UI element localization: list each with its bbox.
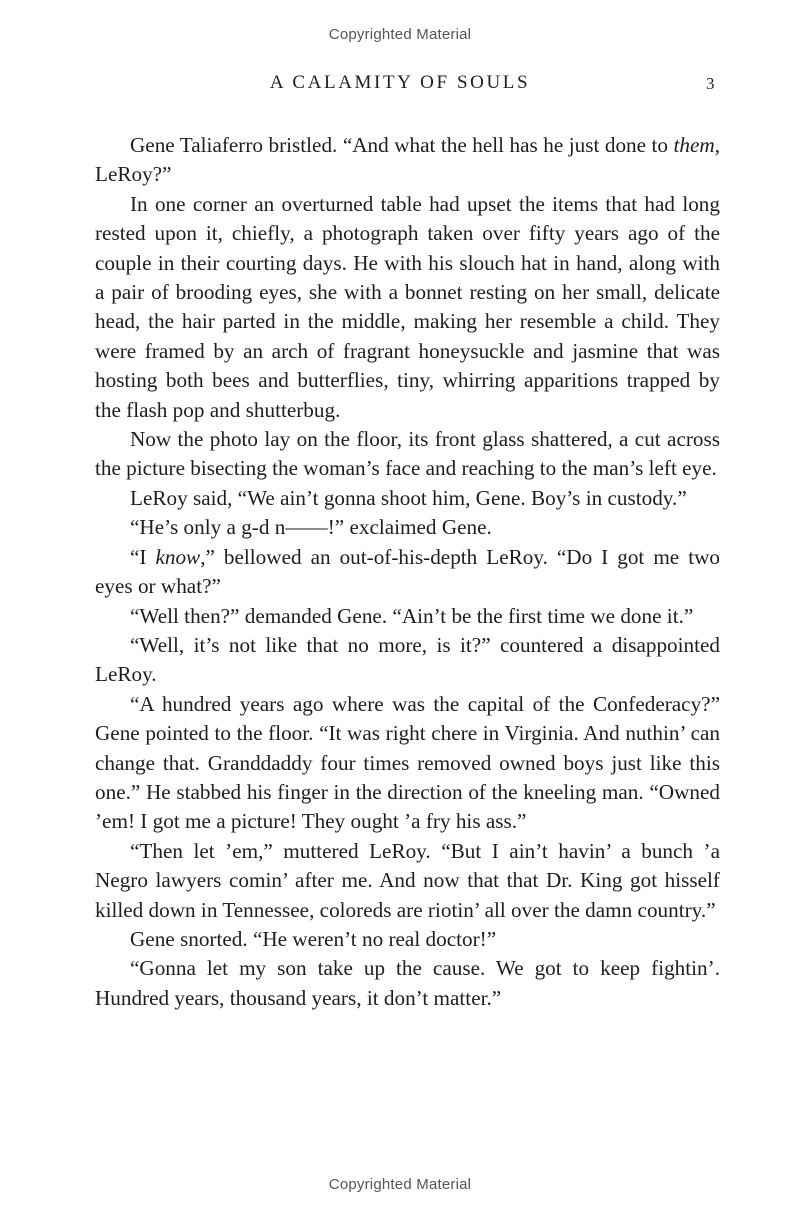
paragraph bbox=[95, 131, 720, 190]
paragraph: “Well then?” demanded Gene. “Ain’t be the first time we done it.” bbox=[130, 603, 694, 628]
paragraph-text: ,” bellowed an out-of-his-depth LeRoy. “Do I got me two eyes or what?” bbox=[95, 544, 720, 599]
copyright-watermark-bottom: Copyrighted Material bbox=[328, 1176, 472, 1193]
paragraph-text: Gene Taliaferro bristled. “And what the hell has he just done to bbox=[130, 133, 674, 157]
paragraph: “A hundred years ago where was the capital of the Confederacy?” Gene pointed to the floor. “It was right chere in Virginia. And nuthin’ can change that. Granddaddy four times removed owned boys just like this one.” He stabbed his finger in the direction of the kneeling man. “Owned ’em! I got me a picture! They ought ’a fry his ass.” bbox=[95, 691, 720, 834]
emphasis-text: them bbox=[673, 133, 715, 157]
paragraph: “Then let ’em,” muttered LeRoy. “But I ain’t havin’ a bunch ’a Negro lawyers comin’ after me. And now that that Dr. King got hisself killed down in Tennessee, coloreds are riotin’ all over the damn country.” bbox=[95, 838, 720, 922]
paragraph: Now the photo lay on the floor, its front glass shattered, a cut across the picture bisecting the woman’s face and reaching to the man’s left eye. bbox=[95, 427, 720, 481]
paragraph: Gene snorted. “He weren’t no real doctor!” bbox=[130, 926, 497, 951]
paragraph bbox=[95, 543, 720, 602]
emphasis-text: know bbox=[155, 544, 201, 569]
paragraph: “Well, it’s not like that no more, is it?” countered a disappointed LeRoy. bbox=[95, 632, 720, 687]
paragraph-text: , LeRoy?” bbox=[95, 133, 720, 187]
paragraph: “Gonna let my son take up the cause. We got to keep fightin’. Hundred years, thousand years, it don’t matter.” bbox=[95, 956, 720, 1010]
paragraph-text: “I bbox=[130, 544, 156, 569]
paragraph: “He’s only a g-d n——!” exclaimed Gene. bbox=[130, 515, 492, 540]
paragraph: LeRoy said, “We ain’t gonna shoot him, Gene. Boy’s in custody.” bbox=[130, 485, 687, 510]
running-head-title: A CALAMITY OF SOULS bbox=[269, 72, 531, 93]
page-number: 3 bbox=[706, 74, 715, 93]
paragraph: In one corner an overturned table had upset the items that had long rested upon it, chiefly, a photograph taken over fifty years ago of the couple in their courting days. He with his slouch hat in hand, along with a pair of brooding eyes, she with a bonnet resting on her small, delicate head, the hair parted in the middle, making her resemble a child. They were framed by an arch of fragrant honeysuckle and jasmine that was hosting both bees and butterflies, tiny, whirring apparitions trapped by the flash pop and shutterbug. bbox=[95, 191, 720, 422]
copyright-watermark-top: Copyrighted Material bbox=[328, 26, 472, 43]
body-text bbox=[95, 131, 720, 1013]
